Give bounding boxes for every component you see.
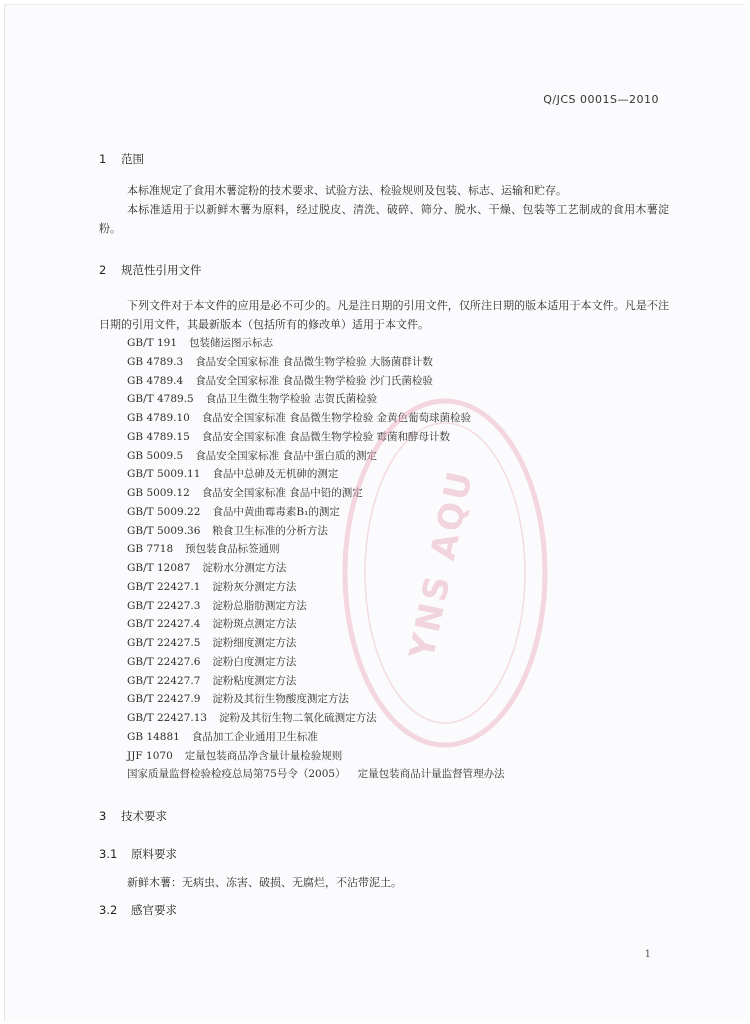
reference-title: 食品安全国家标准 食品中蛋白质的测定 (195, 449, 378, 462)
section-3-heading (99, 808, 167, 824)
reference-code: GB/T 22427.1 (127, 580, 201, 593)
reference-title: 淀粉白度测定方法 (212, 655, 297, 668)
reference-code: GB/T 5009.22 (127, 505, 201, 518)
reference-code: GB/T 191 (127, 337, 178, 349)
reference-code: GB/T 22427.4 (127, 618, 201, 631)
page-number: 1 (644, 949, 651, 960)
section-title: 规范性引用文件 (121, 263, 202, 277)
section-number: 3.2 (99, 903, 118, 917)
raw-material-paragraph: 新鲜木薯：无病虫、冻害、破损、无腐烂，不沾带泥土。 (127, 876, 402, 889)
reference-title: 淀粉及其衍生物二氧化硫测定方法 (219, 712, 377, 724)
reference-code: GB/T 22427.9 (127, 693, 201, 706)
reference-code: GB/T 22427.7 (127, 674, 201, 687)
scope-paragraph-1: 本标准规定了食用木薯淀粉的技术要求、试验方法、检验规则及包装、标志、运输和贮存。 (127, 184, 567, 197)
reference-title: 淀粉总脂肪测定方法 (212, 599, 307, 612)
section-number: 1 (99, 152, 107, 166)
section-3-1-heading (99, 846, 177, 862)
section-title: 原料要求 (131, 847, 177, 861)
reference-title: 食品安全国家标准 食品微生物学检验 金黄色葡萄球菌检验 (201, 412, 472, 424)
section-1-heading (99, 151, 144, 167)
section-3-2-heading (99, 902, 177, 918)
reference-title: 食品卫生微生物学检验 志贺氏菌检验 (205, 393, 378, 406)
reference-title: 食品中总砷及无机砷的测定 (212, 468, 339, 481)
section-number: 3.1 (99, 847, 118, 861)
reference-title: 淀粉细度测定方法 (212, 637, 297, 649)
reference-title: 淀粉斑点测定方法 (212, 618, 297, 631)
reference-title: 淀粉水分测定方法 (202, 562, 287, 574)
reference-title: 淀粉及其衍生物酸度测定方法 (212, 693, 349, 706)
reference-code: GB 5009.12 (127, 487, 190, 499)
reference-item (127, 372, 505, 391)
section-number: 3 (99, 809, 107, 823)
standard-code: Q/JCS 0001S—2010 (543, 93, 659, 106)
reference-title: 食品中黄曲霉毒素B₁的测定 (212, 505, 340, 518)
reference-title: 包装储运图示标志 (189, 337, 274, 349)
official-stamp (335, 393, 555, 753)
reference-code: GB 4789.3 (127, 355, 184, 368)
reference-title: 定量包装商品净含量计量检验规则 (184, 749, 343, 762)
section-number: 2 (99, 263, 107, 277)
reference-title: 淀粉粘度测定方法 (212, 674, 297, 687)
reference-code: GB/T 22427.13 (127, 712, 208, 724)
reference-code: GB/T 5009.11 (127, 468, 201, 481)
reference-code: GB/T 22427.5 (127, 637, 201, 649)
reference-code: GB/T 4789.5 (127, 393, 194, 406)
section-title: 技术要求 (121, 809, 167, 823)
reference-code: GB/T 22427.3 (127, 599, 201, 612)
reference-code: JJF 1070 (127, 749, 173, 762)
reference-code: GB 4789.10 (127, 412, 190, 424)
reference-title: 食品安全国家标准 食品微生物学检验 沙门氏菌检验 (195, 374, 433, 387)
reference-code: GB/T 22427.6 (127, 655, 201, 668)
reference-code: GB 14881 (127, 730, 180, 743)
reference-title: 淀粉灰分测定方法 (212, 580, 297, 593)
reference-item (127, 334, 505, 353)
reference-title: 预包装食品标签通则 (185, 543, 280, 556)
document-page (4, 4, 745, 1021)
reference-title: 食品安全国家标准 食品微生物学检验 大肠菌群计数 (195, 355, 433, 368)
reference-item (127, 765, 505, 784)
section-title: 范围 (121, 152, 144, 166)
reference-title: 食品安全国家标准 食品微生物学检验 霉菌和酵母计数 (201, 430, 451, 443)
reference-title: 粮食卫生标准的分析方法 (212, 524, 328, 537)
section-title: 感官要求 (131, 903, 177, 917)
reference-title: 定量包装商品计量监督管理办法 (357, 768, 505, 781)
reference-code: GB 4789.15 (127, 430, 190, 443)
reference-code: GB/T 12087 (127, 562, 191, 574)
reference-code: GB/T 5009.36 (127, 524, 201, 537)
reference-code: GB 5009.5 (127, 449, 184, 462)
reference-title: 食品加工企业通用卫生标准 (191, 730, 318, 743)
scope-paragraph-2: 本标准适用于以新鲜木薯为原料，经过脱皮、清洗、破碎、筛分、脱水、干燥、包装等工艺制成的食用木薯淀粉。 (99, 203, 669, 235)
stamp-text: YNS AQU (402, 465, 482, 663)
reference-title: 食品安全国家标准 食品中铅的测定 (201, 487, 363, 499)
reference-item (127, 353, 505, 372)
references-intro: 下列文件对于本文件的应用是必不可少的。凡是注日期的引用文件，仅所注日期的版本适用于本文件。凡是不注日期的引用文件，其最新版本（包括所有的修改单）适用于本文件。 (99, 299, 669, 331)
reference-code: GB 4789.4 (127, 374, 184, 387)
reference-code: GB 7718 (127, 543, 174, 556)
reference-code: 国家质量监督检验检疫总局第75号令（2005） (127, 768, 346, 781)
section-2-heading (99, 262, 202, 278)
